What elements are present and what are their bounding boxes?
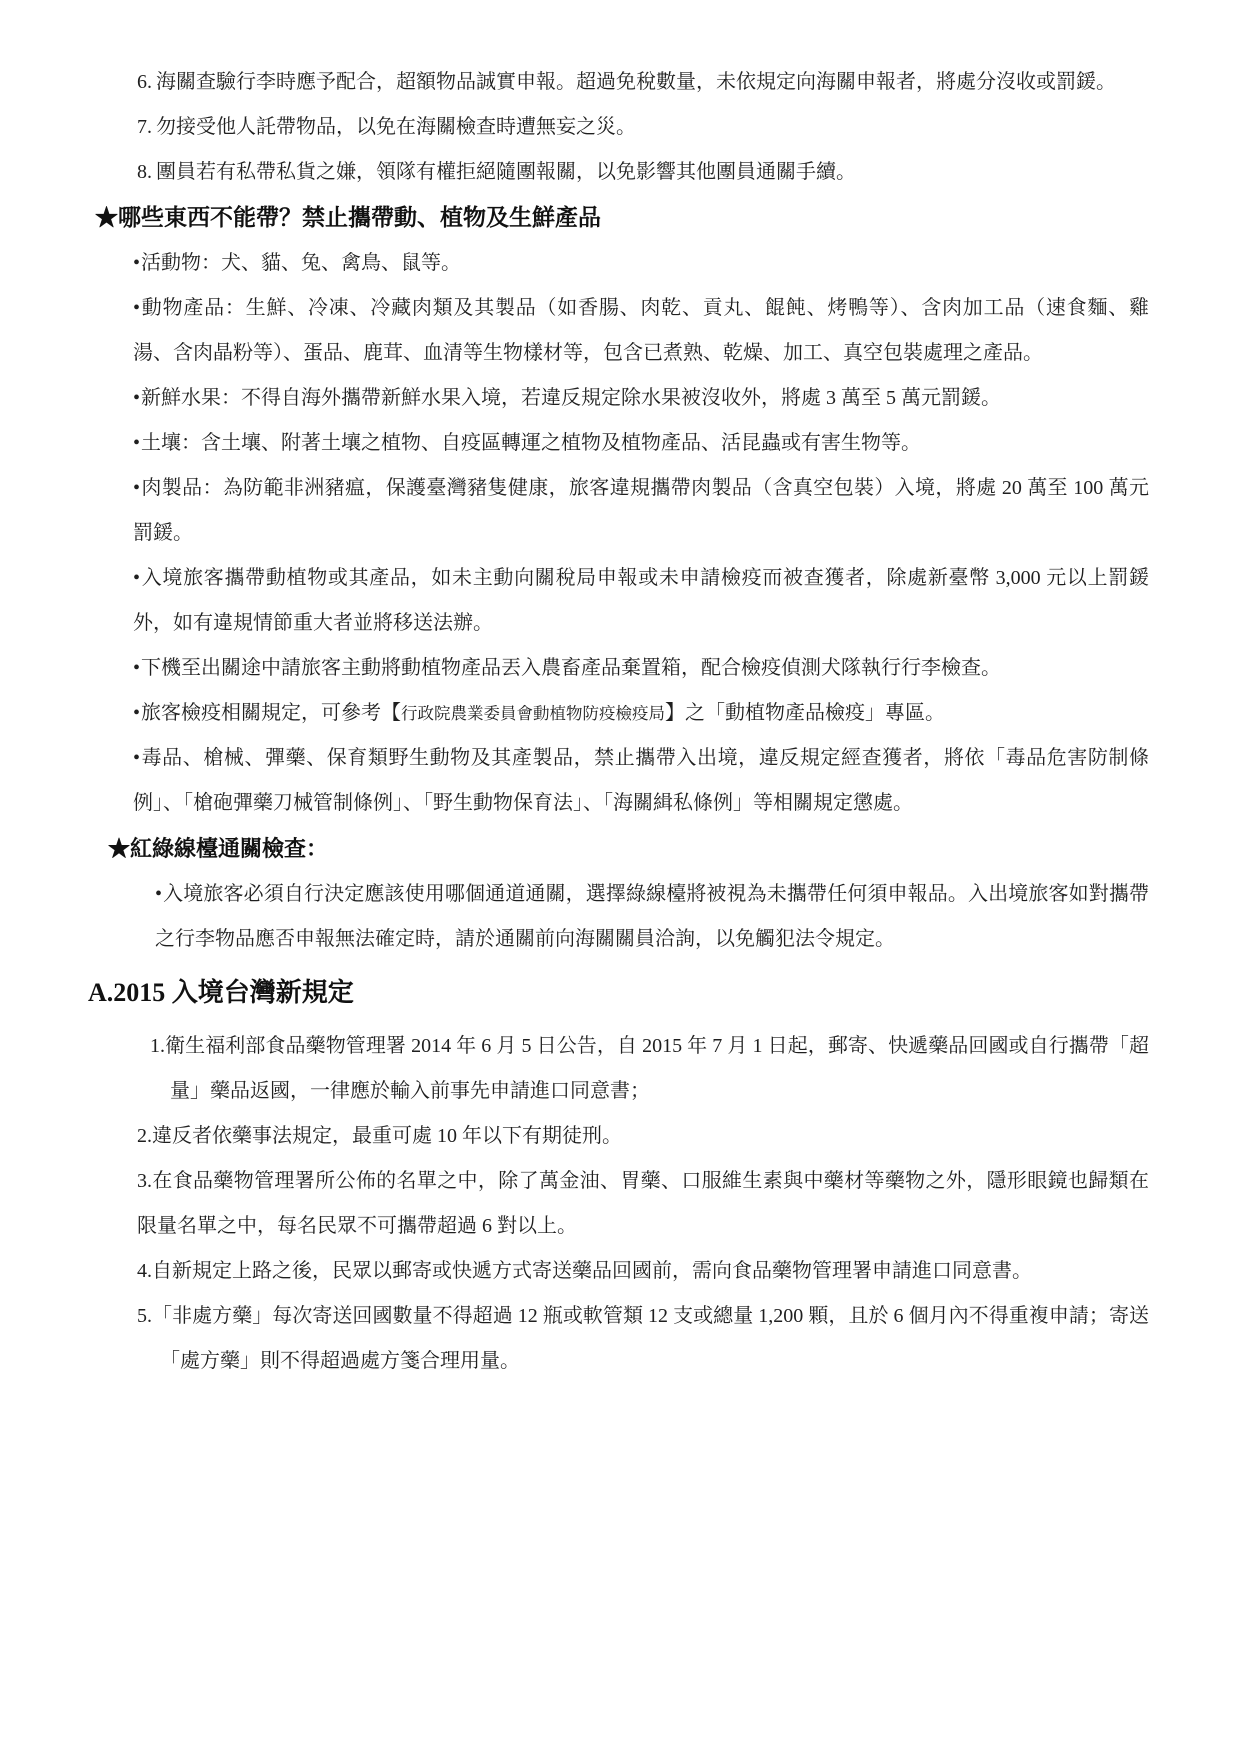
bullet-icon: • — [133, 297, 141, 319]
item-number: 8. — [137, 161, 152, 183]
bullet-icon: • — [133, 477, 141, 499]
a-item-3 — [133, 1159, 1149, 1249]
bullet-quarantine-reference — [133, 691, 1149, 736]
item-text: 海關查驗行李時應予配合，超額物品誠實申報。超過免稅數量，未依規定向海關申報者，將處分沒收或罰鍰。 — [156, 71, 1116, 93]
item-number: 5. — [137, 1305, 152, 1327]
intro-item-6 — [133, 60, 1149, 105]
bullet-meat-products — [133, 466, 1149, 556]
section-title-text: 哪些東西不能帶？禁止攜帶動、植物及生鮮產品 — [118, 205, 601, 230]
agency-name: 行政院農業委員會動植物防疫檢疫局 — [401, 704, 666, 723]
bullet-contraband-laws — [133, 736, 1149, 826]
a-item-2 — [133, 1114, 1149, 1159]
bullet-text: 毒品、槍械、彈藥、保育類野生動物及其產製品，禁止攜帶入出境，違反規定經查獲者，將依「毒品危害防制條例」、「槍砲彈藥刀械管制條例」、「野生動物保育法」、「海關緝私條例」等相關規定懲處。 — [133, 747, 1149, 814]
item-number: 7. — [137, 116, 152, 138]
prohibited-section-title — [95, 195, 1149, 241]
bullet-icon: • — [133, 657, 141, 679]
bullet-icon: • — [133, 252, 141, 274]
item-text: 團員若有私帶私貨之嫌，領隊有權拒絕隨團報關，以免影響其他團員通關手續。 — [156, 161, 856, 183]
item-text: 衛生福利部食品藥物管理署 2014 年 6 月 5 日公告，自 2015 年 7 月 1 日起，郵寄、快遞藥品回國或自行攜帶「超量」藥品返國，一律應於輸入前事先申請進口同意書； — [165, 1035, 1149, 1102]
bullet-text: 動物產品：生鮮、冷凍、冷藏肉類及其製品（如香腸、肉乾、貢丸、餛飩、烤鴨等）、含肉加工品（速食麵、雞湯、含肉晶粉等）、蛋品、鹿茸、血清等生物樣材等，包含已煮熟、乾燥、加工、真空包裝處理之產品。 — [133, 297, 1149, 364]
bullet-text: 土壤：含土壤、附著土壤之植物、自疫區轉運之植物及植物產品、活昆蟲或有害生物等。 — [141, 432, 922, 454]
bullet-icon: • — [133, 747, 141, 769]
star-icon: ★ — [108, 836, 131, 861]
a-item-1 — [133, 1024, 1149, 1114]
bullet-icon: • — [155, 883, 163, 905]
item-text: 違反者依藥事法規定，最重可處 10 年以下有期徒刑。 — [152, 1125, 622, 1147]
bullet-text: 入境旅客攜帶動植物或其產品，如未主動向關稅局申報或未申請檢疫而被查獲者，除處新臺幣 3,000 元以上罰鍰外，如有違規情節重大者並將移送法辦。 — [133, 567, 1149, 634]
bullet-text: 下機至出關途中請旅客主動將動植物產品丟入農畜產品棄置箱，配合檢疫偵測犬隊執行行李檢查。 — [141, 657, 1002, 679]
item-number: 2. — [137, 1125, 152, 1147]
section-title-text: 紅綠線檯通關檢查： — [130, 836, 329, 861]
bullet-icon: • — [133, 702, 141, 724]
item-text: 在食品藥物管理署所公佈的名單之中，除了萬金油、胃藥、口服維生素與中藥材等藥物之外，隱形眼鏡也歸類在限量名單之中，每名民眾不可攜帶超過 6 對以上。 — [137, 1170, 1149, 1237]
bullet-text: 活動物：犬、貓、兔、禽鳥、鼠等。 — [141, 252, 462, 274]
item-text: 自新規定上路之後，民眾以郵寄或快遞方式寄送藥品回國前，需向食品藥物管理署申請進口同意書。 — [152, 1260, 1032, 1282]
a-item-5 — [133, 1294, 1149, 1384]
bullet-text: 肉製品：為防範非洲豬瘟，保護臺灣豬隻健康，旅客違規攜帶肉製品（含真空包裝）入境，將處 20 萬至 100 萬元罰鍰。 — [133, 477, 1149, 544]
bullet-animal-products — [133, 286, 1149, 376]
bullet-text-prefix: 旅客檢疫相關規定，可參考【 — [141, 702, 402, 724]
a-item-4 — [133, 1249, 1149, 1294]
item-number: 3. — [137, 1170, 152, 1192]
bullet-soil — [133, 421, 1149, 466]
intro-item-7 — [133, 105, 1149, 150]
item-text: 「非處方藥」每次寄送回國數量不得超過 12 瓶或軟管類 12 支或總量 1,200 顆，且於 6 個月內不得重複申請；寄送「處方藥」則不得超過處方箋合理用量。 — [152, 1305, 1149, 1372]
intro-item-8 — [133, 150, 1149, 195]
bullet-live-animals — [133, 241, 1149, 286]
bullet-icon: • — [133, 387, 141, 409]
bullet-fresh-fruit — [133, 376, 1149, 421]
item-number: 1. — [150, 1035, 165, 1057]
bullet-text: 新鮮水果：不得自海外攜帶新鮮水果入境，若違反規定除水果被沒收外，將處 3 萬至 5 萬元罰鍰。 — [141, 387, 1002, 409]
item-number: 6. — [137, 71, 152, 93]
bullet-disposal-bins — [133, 646, 1149, 691]
bullet-icon: • — [133, 432, 141, 454]
greenred-section-title — [108, 826, 1149, 872]
bullet-text-suffix: 】之「動植物產品檢疫」專區。 — [665, 702, 946, 724]
item-text: 勿接受他人託帶物品，以免在海關檢查時遭無妄之災。 — [156, 116, 636, 138]
bullet-icon: • — [133, 567, 141, 589]
section-a-title: A.2015 入境台灣新規定 — [88, 978, 354, 1007]
star-icon: ★ — [95, 205, 118, 230]
bullet-text: 入境旅客必須自行決定應該使用哪個通道通關，選擇綠線檯將被視為未攜帶任何須申報品。入出境旅客如對攜帶之行李物品應否申報無法確定時，請於通關前向海關關員洽詢，以免觸犯法令規定。 — [155, 883, 1149, 950]
item-number: 4. — [137, 1260, 152, 1282]
bullet-undeclared-penalty — [133, 556, 1149, 646]
bullet-channel-choice — [155, 872, 1149, 962]
